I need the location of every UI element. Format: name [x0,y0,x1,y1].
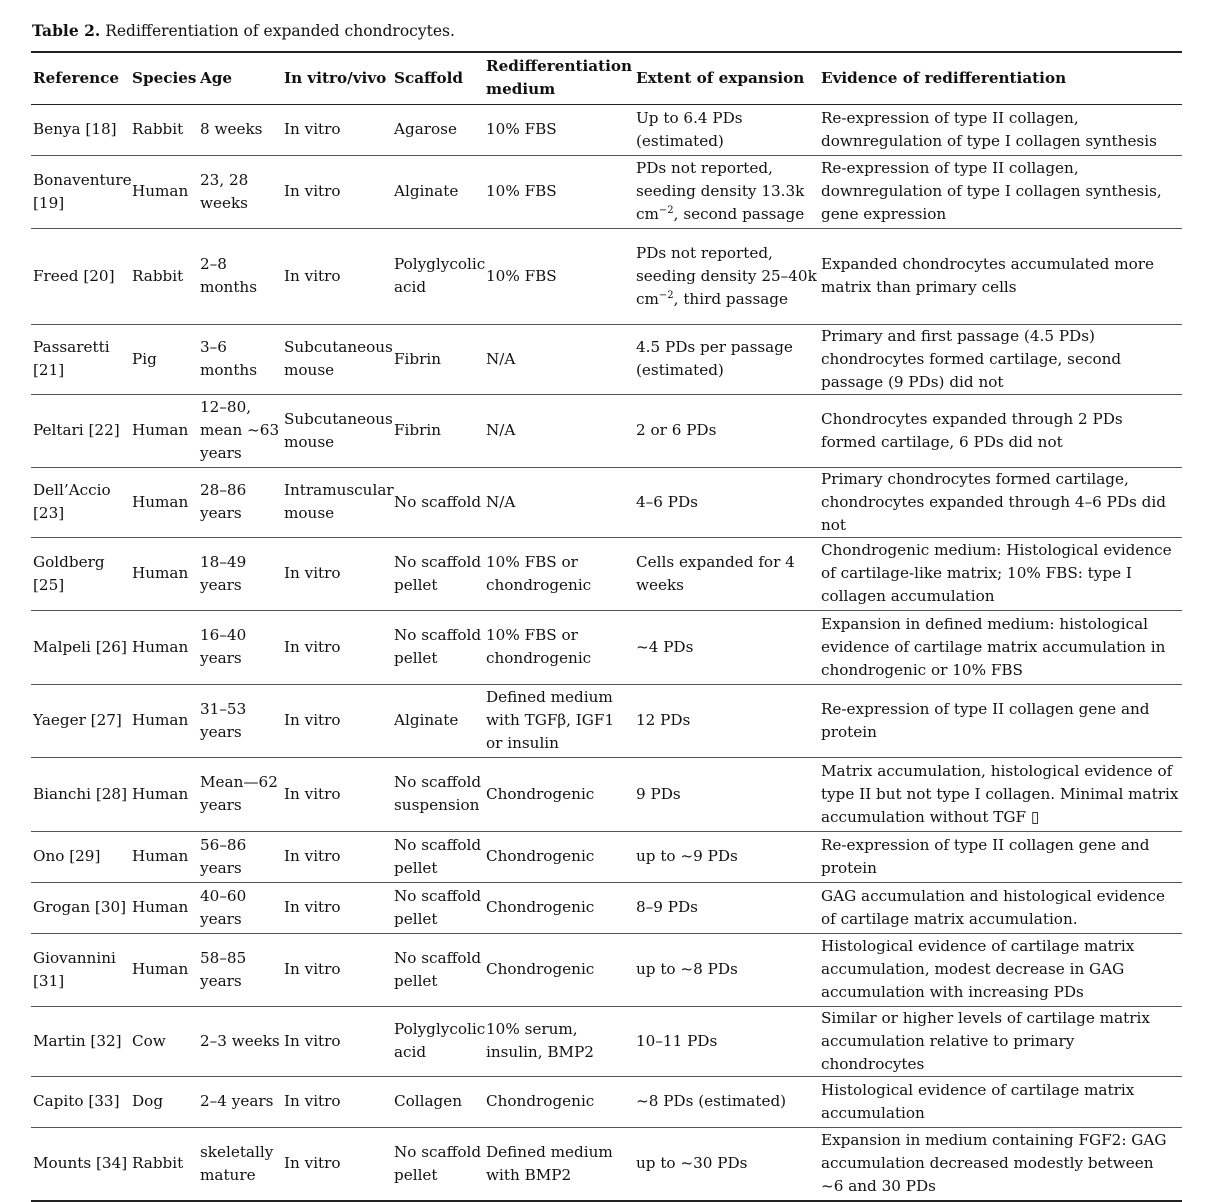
table-cell: up to ~9 PDs [636,847,738,865]
table-cell: 10% FBS [486,182,557,200]
table-cell: 2 or 6 PDs [636,421,717,439]
table-title: Redifferentiation of expanded chondrocytes. [105,22,455,40]
table-cell: Bianchi [28] [33,784,128,803]
table-cell: 4–6 PDs [636,492,698,511]
table-cell: Capito [33] [33,1092,120,1110]
table-cell: Human [132,711,189,729]
header-cell: Reference [33,68,120,87]
table-cell: Dell’Accio [23] [33,481,111,522]
table-row [31,1076,1182,1127]
table-row [31,324,1182,394]
table-cell: skeletally mature [200,1142,274,1184]
table-cell: Primary and first passage (4.5 PDs) chondrocytes formed cartilage, second passage (9 PDs) did not [821,326,1122,391]
table-cell: Passaretti [21] [33,338,110,379]
table-cell: In vitro [284,784,341,803]
table-cell: Ono [29] [33,847,101,865]
table-cell: 4.5 PDs per passage (estimated) [636,338,793,379]
table-cell: Cells expanded for 4 weeks [636,552,795,594]
table-cell: 2–8 months [200,255,258,296]
table-cell: 10% FBS or chondrogenic [486,552,592,594]
table-cell: Similar or higher levels of cartilage matrix accumulation relative to primary chondrocytes [821,1008,1150,1073]
table-cell: Chondrogenic medium: Histological evidence of cartilage-like matrix; 10% FBS: type I collagen accumulation [821,541,1172,605]
table-cell: In vitro [284,120,341,138]
table-cell: No scaffold suspension [394,773,482,814]
table-cell: Chondrogenic [486,898,595,916]
table-cell: N/A [486,492,516,511]
redifferentiation-table [31,51,1182,1202]
table-cell: No scaffold pellet [394,886,482,928]
table-cell: Expanded chondrocytes accumulated more matrix than primary cells [821,255,1154,296]
table-cell: 10% FBS [486,120,557,138]
table-label: Table 2. [32,21,101,40]
table-row [31,394,1182,467]
table-cell: N/A [486,421,516,439]
table-cell: Human [132,637,189,656]
table-cell: Histological evidence of cartilage matrix accumulation, modest decrease in GAG accumulation with increasing PDs [821,937,1135,1001]
table-cell: Expansion in defined medium: histological evidence of cartilage matrix accumulation in chondrogenic or 10% FBS [821,614,1166,679]
header-cell: Redifferentiation medium [486,57,633,99]
table-cell: Human [132,960,189,978]
header-cell: Scaffold [394,68,464,87]
table-cell: Polyglycolic acid [394,1020,486,1061]
table-row [31,155,1182,228]
table-cell: 56–86 years [200,835,247,877]
table-row [31,684,1182,757]
table-cell: 3–6 months [200,338,258,379]
table-cell: 2–3 weeks [200,1031,280,1050]
table-cell: 28–86 years [200,481,247,522]
table-cell: No scaffold pellet [394,835,482,877]
table-cell: Goldberg [25] [33,552,105,594]
table-cell: Chondrogenic [486,1092,595,1110]
table-caption [32,21,455,40]
table-cell: Grogan [30] [33,898,127,916]
table-cell: 9 PDs [636,784,681,803]
table-cell: Benya [18] [33,120,117,138]
table-cell: 16–40 years [200,626,247,667]
table-cell: Defined medium with TGFβ, IGF1 or insulin [486,688,615,752]
table-cell: up to ~8 PDs [636,960,738,978]
table-cell: In vitro [284,266,341,285]
table-cell: PDs not reported, seeding density 25–40k $cm^{-2}$, third passage [636,243,817,308]
table-cell: No scaffold pellet [394,626,482,667]
table-cell: 58–85 years [200,948,247,990]
table-cell: In vitro [284,960,341,978]
table-cell: No scaffold [394,492,482,511]
table-cell: Intramuscular mouse [284,481,394,522]
table-cell: Expansion in medium containing FGF2: GAG accumulation decreased modestly between ~6 and 30 PDs [821,1131,1167,1196]
table-cell: Re-expression of type II collagen gene and protein [821,699,1150,741]
table-cell: ~4 PDs [636,637,694,656]
table-cell: Rabbit [132,1154,184,1173]
table-cell: Freed [20] [33,266,115,285]
table-cell: No scaffold pellet [394,948,482,990]
table-cell: Cow [132,1031,166,1050]
table-cell: Human [132,492,189,511]
table-cell: 12 PDs [636,711,691,729]
table-cell: In vitro [284,1154,341,1173]
table-cell: 12–80, mean ~63 years [200,398,280,462]
table-cell: up to ~30 PDs [636,1154,748,1173]
table-cell: GAG accumulation and histological evidence of cartilage matrix accumulation. [821,886,1166,928]
table-cell: Subcutaneous mouse [284,409,393,451]
table-cell: 40–60 years [200,886,247,928]
table-row [31,831,1182,882]
table-cell: Human [132,784,189,803]
table-cell: Bonaventure [19] [33,170,132,212]
table-cell: No scaffold pellet [394,1142,482,1184]
header-cell: Extent of expansion [636,68,805,87]
table-cell: 10% FBS [486,266,557,285]
table-cell: 18–49 years [200,552,247,594]
table-cell: Dog [132,1092,164,1110]
table-cell: Primary chondrocytes formed cartilage, chondrocytes expanded through 4–6 PDs did not [821,469,1166,534]
table-cell: In vitro [284,847,341,865]
table-cell: No scaffold pellet [394,552,482,594]
table-cell: 10% FBS or chondrogenic [486,626,592,667]
header-row [31,52,1182,104]
table-cell: Pig [132,349,157,368]
table-cell: Fibrin [394,421,442,439]
table-cell: Mean—62 years [200,773,278,814]
table-cell: Alginate [394,711,459,729]
table-cell: In vitro [284,1092,341,1110]
table-row [31,228,1182,324]
table-cell: Yaeger [27] [33,711,122,729]
table-row [31,1127,1182,1201]
table-cell: Rabbit [132,266,184,285]
table-cell: 2–4 years [200,1092,274,1110]
table-cell: Malpeli [26] [33,637,127,656]
table-cell: Human [132,898,189,916]
table-cell: Collagen [394,1092,463,1110]
table-cell: Chondrogenic [486,847,595,865]
table-row [31,882,1182,933]
table-cell: Giovannini [31] [33,948,116,990]
table-row [31,467,1182,537]
table-cell: Defined medium with BMP2 [486,1142,613,1184]
table-cell: 10–11 PDs [636,1031,718,1050]
table-cell: 10% serum, insulin, BMP2 [486,1020,594,1061]
header-cell: Species [132,68,197,87]
table-cell: In vitro [284,898,341,916]
table-cell: 23, 28 weeks [200,170,249,212]
header-cell: Evidence of redifferentiation [821,68,1067,87]
table-cell: Chondrocytes expanded through 2 PDs formed cartilage, 6 PDs did not [821,409,1123,451]
table-cell: In vitro [284,637,341,656]
table-cell: Subcutaneous mouse [284,338,393,379]
table-cell: 31–53 years [200,699,247,741]
table-cell: Re-expression of type II collagen, downregulation of type I collagen synthesis, gene expression [821,159,1162,223]
header-cell: Age [200,68,233,87]
table-cell: N/A [486,349,516,368]
table-cell: Re-expression of type II collagen, downregulation of type I collagen synthesis [821,108,1157,150]
table-cell: Polyglycolic acid [394,255,486,296]
table-cell: In vitro [284,1031,341,1050]
table-cell: Human [132,182,189,200]
header-cell: In vitro/vivo [284,68,387,87]
table-row [31,1006,1182,1076]
table-cell: Rabbit [132,120,184,138]
table-cell: Human [132,421,189,439]
table-row [31,610,1182,684]
table-row [31,757,1182,831]
table-row [31,104,1182,155]
table-cell: Chondrogenic [486,960,595,978]
table-cell: Alginate [394,182,459,200]
table-cell: In vitro [284,182,341,200]
table-cell: Re-expression of type II collagen gene and protein [821,835,1150,877]
table-cell: PDs not reported, seeding density 13.3k $cm^{-2}$, second passage [636,159,805,223]
table-cell: In vitro [284,711,341,729]
table-cell: Mounts [34] [33,1154,128,1173]
table-cell: Agarose [394,120,457,138]
table-cell: Human [132,847,189,865]
table-cell: In vitro [284,564,341,582]
table-cell: 8–9 PDs [636,898,698,916]
table-cell: Up to 6.4 PDs (estimated) [636,108,743,150]
table-cell: ~8 PDs (estimated) [636,1092,787,1110]
table-cell: Martin [32] [33,1031,122,1050]
table-cell: Matrix accumulation, histological evidence of type II but not type I collagen. Minimal matrix accumulation without TGF ▯ [821,761,1179,826]
table-cell: Histological evidence of cartilage matrix accumulation [821,1080,1135,1122]
table-row [31,933,1182,1006]
table-cell: Chondrogenic [486,784,595,803]
table-body [31,104,1182,1201]
table-cell: 8 weeks [200,120,263,138]
table-cell: Peltari [22] [33,421,120,439]
table-row [31,537,1182,610]
table-cell: Human [132,564,189,582]
table-cell: Fibrin [394,349,442,368]
